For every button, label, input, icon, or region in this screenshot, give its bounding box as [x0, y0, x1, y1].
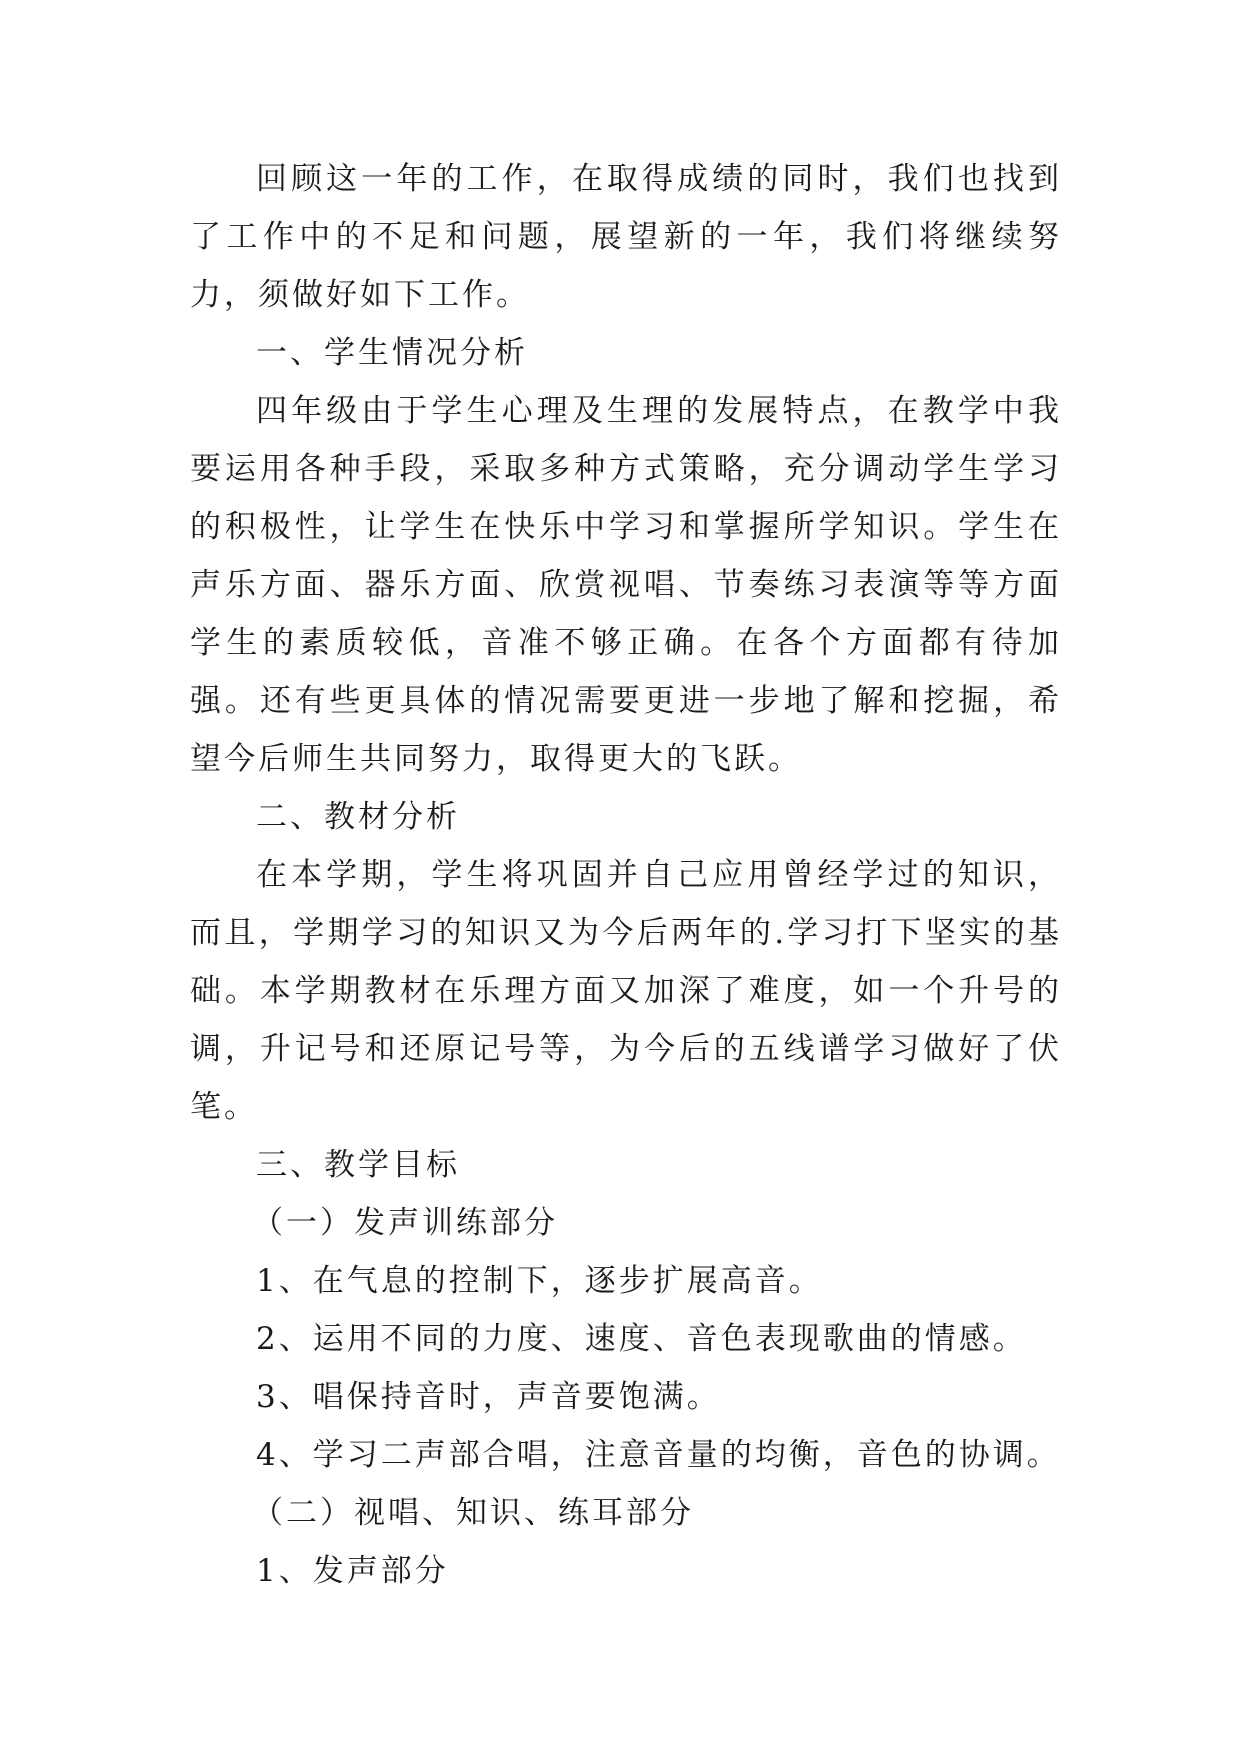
list-item: 4、学习二声部合唱，注意音量的均衡，音色的协调。 — [256, 1437, 1061, 1473]
list-item: 3、唱保持音时，声音要饱满。 — [256, 1379, 721, 1415]
section-heading-student-analysis: 一、学生情况分析 — [256, 335, 528, 371]
section-heading-textbook-analysis: 二、教材分析 — [256, 799, 460, 835]
list-item: 1、在气息的控制下，逐步扩展高音。 — [256, 1263, 823, 1299]
student-analysis-paragraph: 四年级由于学生心理及生理的发展特点，在教学中我要运用各种手段，采取多种方式策略，充分调动学生学习的积极性，让学生在快乐中学习和掌握所学知识。学生在声乐方面、器乐方面、欣赏视唱、节奏练习表演等等方面学生的素质较低，音准不够正确。在各个方面都有待加强。还有些更具体的情况需要更进一步地了解和挖掘，希望今后师生共同努力，取得更大的飞跃。 — [190, 393, 1062, 777]
section-heading-teaching-goals: 三、教学目标 — [256, 1147, 460, 1183]
textbook-analysis-paragraph: 在本学期，学生将巩固并自己应用曾经学过的知识，而且，学期学习的知识又为今后两年的.学习打下坚实的基础。本学期教材在乐理方面又加深了难度，如一个升号的调，升记号和还原记号等，为今后的五线谱学习做好了伏笔。 — [190, 857, 1062, 1125]
list-item: 1、发声部分 — [256, 1553, 449, 1589]
subsection-heading-sight-singing: （二）视唱、知识、练耳部分 — [252, 1495, 694, 1531]
document-body — [190, 150, 1062, 1600]
intro-paragraph: 回顾这一年的工作，在取得成绩的同时，我们也找到了工作中的不足和问题，展望新的一年，我们将继续努力，须做好如下工作。 — [190, 161, 1062, 313]
list-item: 2、运用不同的力度、速度、音色表现歌曲的情感。 — [256, 1321, 1027, 1357]
subsection-heading-vocal-training: （一）发声训练部分 — [252, 1205, 558, 1241]
